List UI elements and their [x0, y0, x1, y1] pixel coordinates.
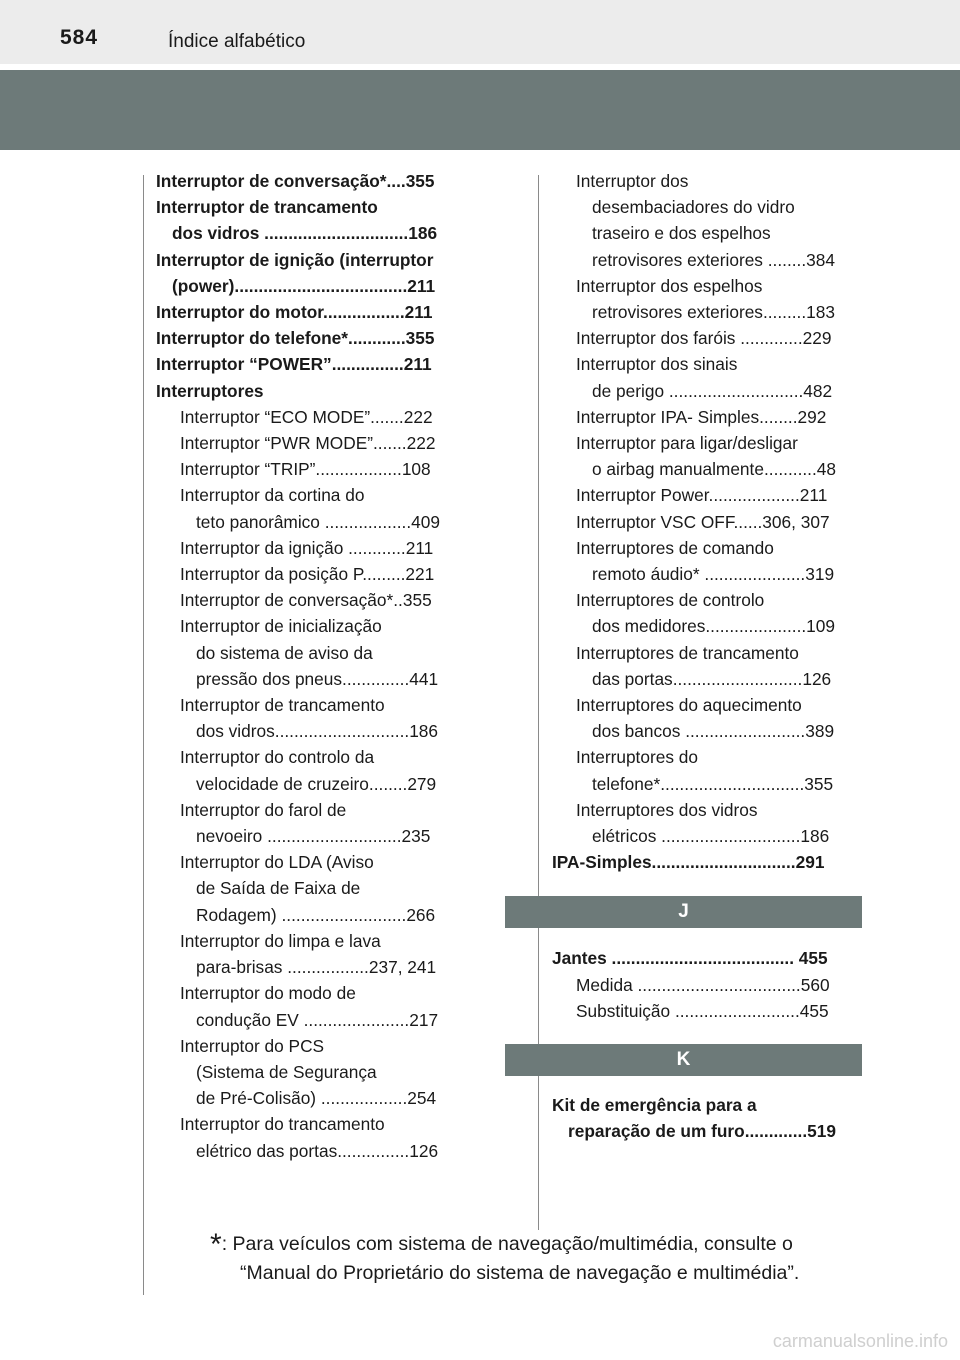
index-entry: Interruptor VSC OFF......306, 307	[576, 511, 830, 532]
index-entry: Interruptor do LDA (Aviso	[180, 852, 374, 873]
section-k-entries	[552, 1092, 867, 1144]
index-entry: retrovisores exteriores.........183	[592, 302, 835, 323]
index-entry: retrovisores exteriores ........384	[592, 249, 835, 270]
index-entry: de perigo ............................482	[592, 380, 833, 401]
index-entry: Interruptor do modo de	[180, 983, 356, 1004]
index-entry: elétrico das portas...............126	[196, 1140, 439, 1161]
index-entry: Interruptor dos faróis .............229	[576, 328, 832, 349]
index-entry: Interruptor para ligar/desligar	[576, 433, 798, 454]
page-number: 584	[60, 26, 99, 49]
index-entry: Interruptores	[156, 380, 264, 401]
footnote	[210, 1230, 799, 1288]
watermark: carmanualsonline.info	[772, 1331, 948, 1351]
index-entry: Interruptor “POWER”...............211	[156, 354, 432, 375]
index-entry: (power)....................................211	[172, 275, 436, 296]
index-entry: Interruptor “TRIP”..................108	[180, 459, 431, 480]
index-entry: das portas...........................126	[592, 668, 832, 689]
index-entry: nevoeiro ............................235	[196, 826, 431, 847]
left-margin-rule	[143, 175, 144, 1295]
index-entry: Interruptores de trancamento	[576, 642, 799, 663]
index-entry: dos bancos .........................389	[592, 721, 835, 742]
index-entry: Interruptores de comando	[576, 537, 774, 558]
index-entry: Interruptor do PCS	[180, 1035, 325, 1056]
index-entry: Interruptor dos	[576, 171, 689, 191]
index-entry: Interruptor do controlo da	[180, 747, 375, 768]
index-entry: elétricos .............................186	[592, 826, 830, 847]
index-entry: traseiro e dos espelhos	[592, 223, 771, 244]
index-entry: Interruptor de conversação*..355	[180, 590, 432, 611]
index-entry: o airbag manualmente...........48	[592, 459, 836, 480]
index-entry: Interruptor do trancamento	[180, 1114, 385, 1135]
index-entry: Interruptores dos vidros	[576, 799, 758, 820]
footnote-line-2: “Manual do Proprietário do sistema de navegação e multimédia”.	[240, 1262, 800, 1284]
index-entry: condução EV ......................217	[196, 1009, 439, 1030]
index-entry: Interruptor da cortina do	[180, 485, 365, 506]
index-entry: Interruptor do telefone*............355	[156, 328, 435, 349]
index-entry: IPA-Simples..............................291	[552, 852, 825, 873]
letter-header-j: J	[505, 896, 862, 928]
index-entry: Rodagem) ..........................266	[196, 904, 436, 925]
letter-header-k: K	[505, 1044, 862, 1076]
index-entry: Kit de emergência para a	[552, 1095, 757, 1116]
index-entry: reparação de um furo.............519	[568, 1121, 836, 1142]
index-entry: dos vidros ..............................186	[172, 223, 438, 244]
index-entry: velocidade de cruzeiro........279	[196, 773, 437, 794]
index-entry: Interruptores de controlo	[576, 590, 765, 611]
index-entry: do sistema de aviso da	[196, 642, 373, 663]
index-entry: Interruptor de conversação*....355	[156, 171, 435, 191]
index-entry: Interruptor do farol de	[180, 799, 347, 820]
index-left-column	[156, 168, 476, 1164]
index-entry: dos medidores.....................109	[592, 616, 836, 637]
index-entry: Jantes ...................................... 455	[552, 948, 828, 969]
index-entry: Interruptores do	[576, 747, 698, 768]
index-entry: Interruptor da ignição ............211	[180, 537, 434, 558]
index-entry: Interruptor IPA- Simples........292	[576, 406, 827, 427]
index-entry: Medida ..................................560	[576, 974, 830, 995]
index-entry: Interruptor dos sinais	[576, 354, 738, 375]
index-right-column	[552, 168, 867, 1145]
index-entry: teto panorâmico ..................409	[196, 511, 440, 532]
index-entry: Interruptores do aquecimento	[576, 695, 802, 716]
index-entry: Interruptor de ignição (interruptor	[156, 249, 434, 270]
index-entry: desembaciadores do vidro	[592, 197, 795, 218]
index-entry: Interruptor de inicialização	[180, 616, 382, 637]
index-entry: pressão dos pneus..............441	[196, 668, 439, 689]
index-entry: de Pré-Colisão) ..................254	[196, 1088, 437, 1109]
section-title: Índice alfabético	[168, 31, 306, 52]
index-entry: Interruptor “ECO MODE”.......222	[180, 406, 433, 427]
index-right-entries	[552, 168, 867, 875]
index-entry: Interruptor de trancamento	[180, 695, 385, 716]
index-entry: Interruptor do motor.................211	[156, 302, 433, 323]
footnote-star: *	[210, 1228, 222, 1261]
index-entry: Interruptor da posição P.........221	[180, 564, 435, 585]
index-entry: remoto áudio* .....................319	[592, 564, 835, 585]
index-entry: dos vidros............................186	[196, 721, 439, 742]
index-entry: Substituição ..........................455	[576, 1000, 829, 1021]
index-entry: para-brisas .................237, 241	[196, 957, 437, 978]
index-entry: Interruptor de trancamento	[156, 197, 378, 218]
index-entry: Interruptor dos espelhos	[576, 275, 763, 296]
index-entry: Interruptor Power...................211	[576, 485, 828, 506]
top-header-bar	[0, 0, 960, 64]
index-entry: Interruptor do limpa e lava	[180, 930, 381, 951]
index-entry: (Sistema de Segurança	[196, 1061, 377, 1082]
header-banner	[0, 70, 960, 150]
section-j-entries	[552, 945, 867, 1024]
index-entry: telefone*..............................355	[592, 773, 834, 794]
footnote-line-1: : Para veículos com sistema de navegação/multimédia, consulte o	[221, 1233, 793, 1255]
index-entry: de Saída de Faixa de	[196, 878, 361, 899]
index-entry: Interruptor “PWR MODE”.......222	[180, 433, 436, 454]
